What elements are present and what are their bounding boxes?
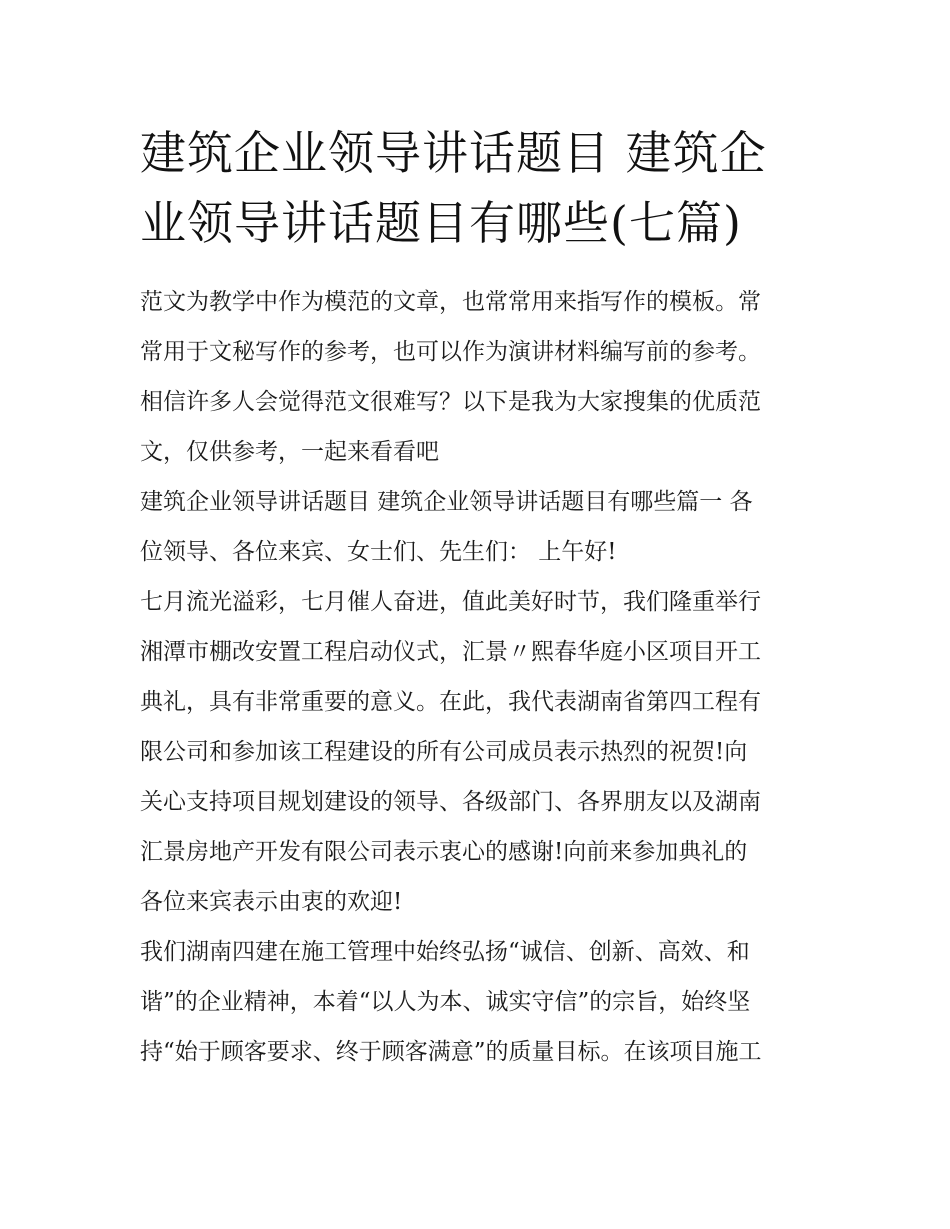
document-body xyxy=(140,284,815,1084)
document-title xyxy=(140,118,810,258)
speech-heading-paragraph xyxy=(140,484,815,570)
text-line: 湘潭市棚改安置工程启动仪式，汇景〃熙春华庭小区项目开工 xyxy=(140,639,761,665)
text-line: 位领导、各位来宾、女士们、先生们： 上午好! xyxy=(140,539,617,565)
speech-paragraph xyxy=(140,584,815,920)
text-line: 相信许多人会觉得范文很难写？以下是我为大家搜集的优质范 xyxy=(140,389,761,415)
text-line: 文，仅供参考，一起来看看吧 xyxy=(140,439,439,465)
speech-paragraph xyxy=(140,934,815,1070)
title-line: 建筑企业领导讲话题目 建筑企 xyxy=(140,126,767,180)
text-line: 各位来宾表示由衷的欢迎! xyxy=(140,889,403,915)
intro-paragraph xyxy=(140,284,815,470)
text-line: 限公司和参加该工程建设的所有公司成员表示热烈的祝贺!向 xyxy=(140,739,748,765)
title-line: 业领导讲话题目有哪些(七篇) xyxy=(140,196,742,250)
text-line: 我们湖南四建在施工管理中始终弘扬“诚信、创新、高效、和 xyxy=(140,939,750,965)
text-line: 关心支持项目规划建设的领导、各级部门、各界朋友以及湖南 xyxy=(140,789,761,815)
text-line: 谐”的企业精神，本着“以人为本、诚实守信”的宗旨，始终坚 xyxy=(140,989,751,1015)
text-line: 典礼，具有非常重要的意义。在此，我代表湖南省第四工程有 xyxy=(140,689,761,715)
text-line: 七月流光溢彩，七月催人奋进，值此美好时节，我们隆重举行 xyxy=(140,589,761,615)
text-line: 汇景房地产开发有限公司表示衷心的感谢!向前来参加典礼的 xyxy=(140,839,748,865)
text-line: 常用于文秘写作的参考，也可以作为演讲材料编写前的参考。 xyxy=(140,339,761,365)
text-line: 范文为教学中作为模范的文章，也常常用来指写作的模板。常 xyxy=(140,289,761,315)
text-line: 持“始于顾客要求、终于顾客满意”的质量目标。在该项目施工 xyxy=(140,1039,762,1065)
text-line: 建筑企业领导讲话题目 建筑企业领导讲话题目有哪些篇一 各 xyxy=(140,489,753,515)
